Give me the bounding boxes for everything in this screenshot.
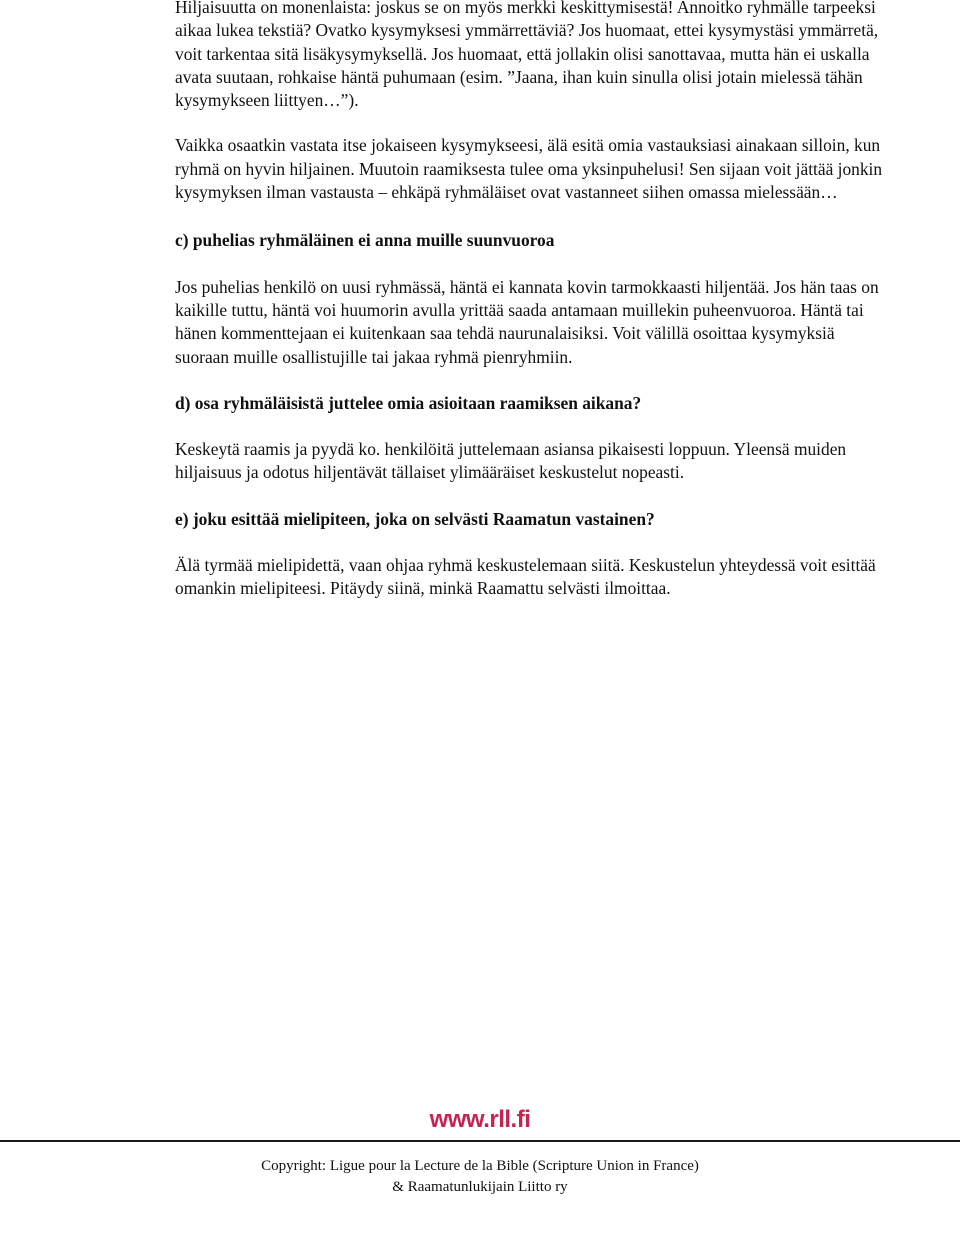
document-body <box>175 0 887 601</box>
paragraph-own-answers: Vaikka osaatkin vastata itse jokaiseen kysymykseesi, älä esitä omia vastauksiasi ainakaan silloin, kun ryhmä on hyvin hiljainen. Muutoin raamiksesta tulee oma yksinpuhelusi! Sen sijaan voit jättää jonkin kysymyksen ilman vastausta – ehkäpä ryhmäläiset ovat vastanneet siihen omassa mielessään… <box>175 135 883 203</box>
section-body-talkative: Jos puhelias henkilö on uusi ryhmässä, häntä ei kannata kovin tarmokkaasti hiljentää. Jos hän taas on kaikille tuttu, häntä voi huumorin avulla yrittää saada antamaan muillekin puheenvuoroa. Häntä tai hänen kommenttejaan ei kuitenkaan saa tehdä naurunalaisiksi. Voit välillä osoittaa kysymyksiä suoraan muille osallistujille tai jakaa ryhmä pienryhmiin. <box>175 276 879 367</box>
footer-divider <box>0 1140 960 1142</box>
section-body-side-talk: Keskeytä raamis ja pyydä ko. henkilöitä juttelemaan asiansa pikaisesti loppuun. Yleensä muiden hiljaisuus ja odotus hiljentävät tällaiset ylimääräiset keskustelut nopeasti. <box>175 439 847 483</box>
copyright-line-2: & Raamatunlukijain Liitto ry <box>392 1179 568 1195</box>
paragraph-silence: Hiljaisuutta on monenlaista: joskus se on myös merkki keskittymisestä! Annoitko ryhmälle tarpeeksi aikaa lukea tekstiä? Ovatko kysymyksesi ymmärrettäviä? Jos huomaat, ettei kysymystäsi ymmärretä, voit tarkentaa sitä lisäkysymyksellä. Jos huomaat, että jollakin olisi sanottavaa, mutta hän ei uskalla avata suutaan, rohkaise häntä puhumaan (esim. ”Jaana, ihan kuin sinulla olisi jotain mielessä tähän kysymykseen liittyen…”). <box>175 0 879 111</box>
copyright-line-1: Copyright: Ligue pour la Lecture de la Bible (Scripture Union in France) <box>261 1158 699 1174</box>
footer-copyright <box>0 1156 960 1198</box>
section-body-unbiblical-opinion: Älä tyrmää mielipidettä, vaan ohjaa ryhmä keskustelemaan siitä. Keskustelun yhteydessä voit esittää omankin mielipiteesi. Pitäydy siinä, minkä Raamattu selvästi ilmoittaa. <box>175 555 876 599</box>
section-heading-unbiblical-opinion: e) joku esittää mielipiteen, joka on selvästi Raamatun vastainen? <box>175 508 655 529</box>
section-heading-side-talk: d) osa ryhmäläisistä juttelee omia asioitaan raamiksen aikana? <box>175 392 642 413</box>
section-heading-talkative: c) puhelias ryhmäläinen ei anna muille suunvuoroa <box>175 230 555 251</box>
footer-website-link[interactable]: www.rll.fi <box>429 1106 531 1133</box>
